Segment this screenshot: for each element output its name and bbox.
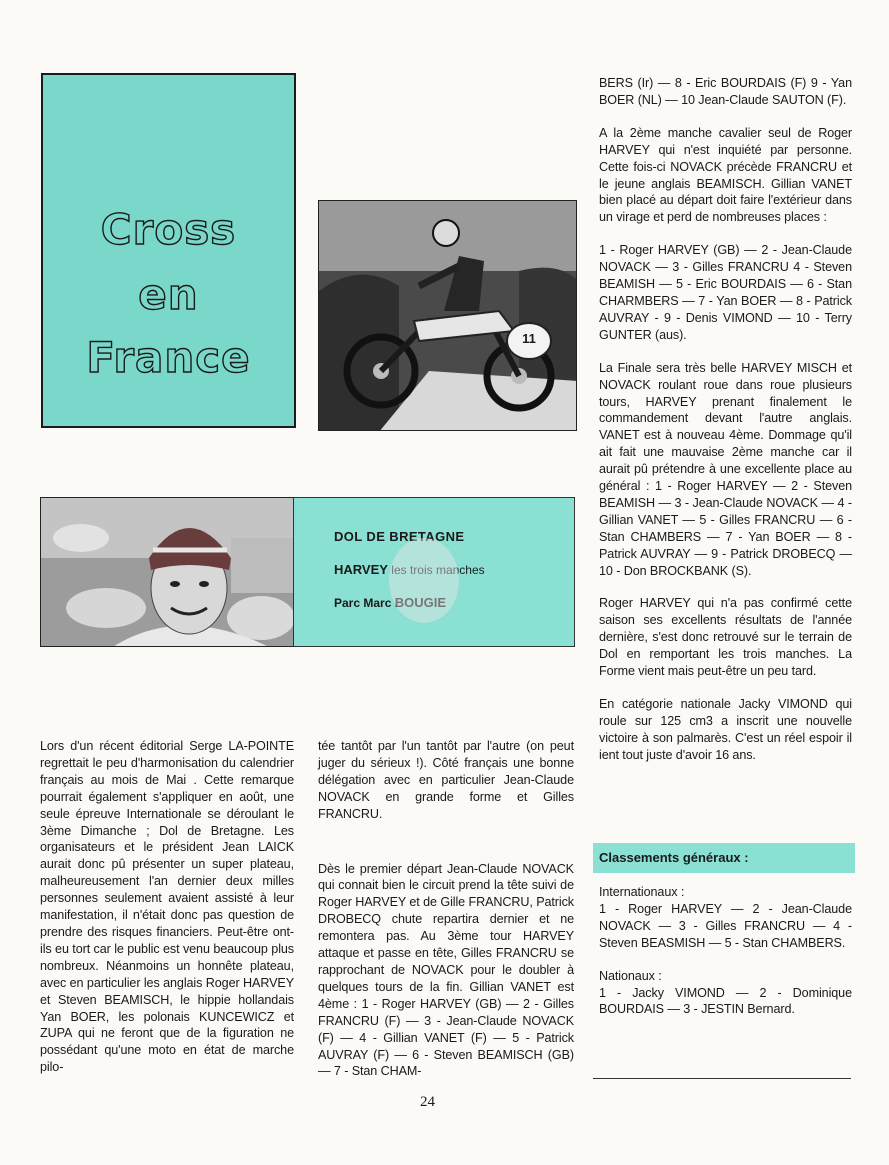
title-line-1: Cross <box>100 205 237 254</box>
title-box <box>41 73 296 428</box>
classements-heading: Classements généraux : <box>593 843 855 873</box>
col1-paragraph-1: Lors d'un récent éditorial Serge LA-POINTE regrettait le peu d'harmonisation du calendrier français au mois de Mai . Cette remarque pourrait également s'appliquer en août, une seule épreuve Internationale se déroulant le 3ème Dimanche ; Dol de Bretagne. Les organisateurs et le président Jean LAICK aurait donc pû présenter un super plateau, malheureusement l'an dernier deux milles personnes seulement avaient assisté à leur manifestation, il n'était donc pas question de prendre des risques financiers. Peut-être ont-ils eu tort car le public est venu beaucoup plus nombreux. Néanmoins un honnête plateau, avec en particulier les anglais Roger HARVEY et Steven BEAMISCH, le hippie hollandais Yan BOER, les polonais KUNCEWICZ et ZUPA qui ne feront que de la figuration ne possédant qu'une moto en état de marche pilo- <box>40 739 294 1075</box>
column-2 <box>318 738 574 1080</box>
event-place: DOL DE BRETAGNE <box>334 529 465 544</box>
motocross-photo <box>318 200 577 431</box>
intl-title: Internationaux : <box>599 885 685 899</box>
col3-paragraph-1: BERS (Ir) — 8 - Eric BOURDAIS (F) 9 - Yan BOER (NL) — 10 Jean-Claude SAUTON (F). <box>599 76 852 107</box>
watermark-logo <box>389 538 459 623</box>
rider-portrait-illustration <box>41 498 294 647</box>
event-subtitle-winner: HARVEY <box>334 562 388 577</box>
column-1 <box>40 738 294 1076</box>
classements-block <box>599 884 852 1018</box>
event-photo-name: BOUGIE <box>394 595 446 610</box>
event-photo-prefix: Parc Marc <box>334 596 395 610</box>
nat-results: 1 - Jacky VIMOND — 2 - Dominique BOURDAIS — 3 - JESTIN Bernard. <box>599 985 852 1017</box>
title-line-2: en <box>138 270 199 319</box>
col2-paragraph-2: Dès le premier départ Jean-Claude NOVACK qui connait bien le circuit prend la tête suivi de Roger HARVEY et de Gille FRANCRU, Patrick DROBECQ chute repartira dernier et ne remontera pas. Au 3ème tour HARVEY attaque et passe en tête, Gilles FRANCRU se rapprochant de NOVACK pour le doubler à quelques tours de la fin. Gillian VANET est 4ème : 1 - Roger HARVEY (GB) — 2 - Gilles FRANCRU (F) — 3 - Jean-Claude NOVACK (F) — 4 - Gillian VANET (F) — 5 - Patrick AUVRAY (F) — 6 - Steven BEAMISCH (GB) — 7 - Stan CHAM- <box>318 861 574 1079</box>
event-info-box <box>293 497 575 647</box>
motocross-rider-illustration <box>319 201 577 431</box>
col3-paragraph-2: A la 2ème manche cavalier seul de Roger HARVEY qui n'est inquiété par personne. Cette fois-ci NOVACK précède FRANCRU et le jeune anglais BEAMISCH. Gillian VANET bien placé au départ doit faire l'extérieur dans un virage et perd de nombreuses places : <box>599 125 852 225</box>
bike-number: 11 <box>522 331 536 346</box>
rider-portrait-photo <box>40 497 294 647</box>
nat-title: Nationaux : <box>599 968 662 983</box>
column-3 <box>599 75 852 764</box>
col3-paragraph-4: La Finale sera très belle HARVEY MISCH et NOVACK roulant roue dans roue plusieurs tours, HARVEY prenant finalement le commandement devant l'autre anglais. VANET est à nouveau 4ème. Dommage qu'il ait fait une mauvaise 2ème manche car il aurait pû prétendre à une excellente place au général : 1 - Roger HARVEY — 2 - Steven BEAMISH — 3 - Jean-Claude NOVACK — 4 - Gillian VANET — 5 - Gilles FRANCRU — 6 - Stan CHAMBERS — 7 - Yan BOER — 8 - Patrick AUVRAY — 9 - Patrick DROBECQ — 10 - Don BROCKBANK (S). <box>599 360 852 578</box>
col2-paragraph-1: tée tantôt par l'un tantôt par l'autre (on peut juger du sérieux !). Côté français une bonne délégation avec en particulier Jean-Claude NOVACK en grande forme et Gilles FRANCRU. <box>318 739 574 821</box>
col3-paragraph-5: Roger HARVEY qui n'a pas confirmé cette saison ses excellents résultats de l'année dernière, s'est donc retrouvé sur le terrain de Dol en remportant les trois manches. La Forme vient mais peut-être un peu tard. <box>599 596 852 679</box>
event-subtitle-rest: les trois manches <box>387 563 485 577</box>
col3-paragraph-6: En catégorie nationale Jacky VIMOND qui roule sur 125 cm3 a inscrit une nouvelle victoire à son palmarès. C'est un réel espoir il ient tout juste d'avoir 16 ans. <box>599 697 852 762</box>
page-number: 24 <box>420 1094 435 1110</box>
intl-results: 1 - Roger HARVEY — 2 - Jean-Claude NOVACK — 3 - Gilles FRANCRU — 4 - Steven BEASMISH — 5 - Stan CHAMBERS. <box>599 901 852 950</box>
col3-paragraph-3: 1 - Roger HARVEY (GB) — 2 - Jean-Claude NOVACK — 3 - Gilles FRANCRU 4 - Steven BEAMISH — 5 - Eric BOURDAIS — 6 - Stan CHARMBERS — 7 - Yan BOER — 8 - Patrick AUVRAY - 9 - Denis VIMOND — 10 - Terry GUNTER (aus). <box>599 243 852 342</box>
divider-rule <box>593 1078 851 1079</box>
title-line-3: France <box>86 333 251 382</box>
